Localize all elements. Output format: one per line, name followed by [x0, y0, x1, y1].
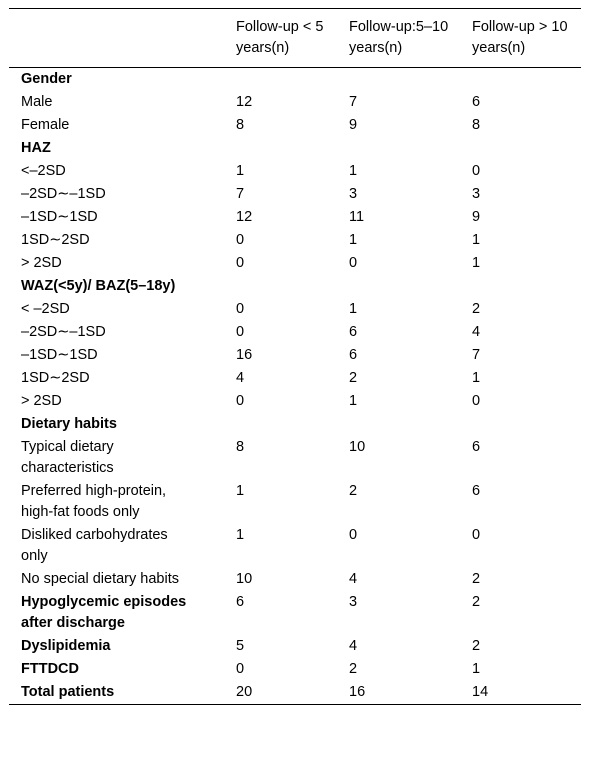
value-cell: 3 — [349, 594, 358, 610]
value-cell: 6 — [236, 594, 245, 610]
table-row — [9, 252, 581, 275]
value-cell: 5 — [236, 638, 245, 654]
value-cell — [460, 68, 581, 92]
section-label: Gender — [21, 71, 72, 87]
value-cell: 0 — [349, 255, 358, 271]
row-label: –1SD∼1SD — [21, 209, 98, 225]
value-cell: 1 — [349, 163, 358, 179]
section-label: WAZ(<5y)/ BAZ(5–18y) — [21, 278, 176, 294]
value-cell: 1 — [349, 301, 358, 317]
table-row — [9, 367, 581, 390]
value-cell: 6 — [349, 324, 358, 340]
value-cell — [224, 137, 337, 160]
header-cell-followup-over-10: Follow-up > 10 years(n) — [472, 19, 568, 56]
value-cell: 12 — [236, 209, 253, 225]
row-label: <–2SD — [21, 163, 66, 179]
row-label: > 2SD — [21, 393, 62, 409]
header-cell-followup-5-10: Follow-up:5–10 years(n) — [349, 19, 449, 56]
table-body — [9, 68, 581, 705]
value-cell: 0 — [349, 527, 358, 543]
table-row — [9, 681, 581, 705]
value-cell: 1 — [472, 370, 481, 386]
row-label: Hypoglycemic episodes after discharge — [21, 594, 187, 631]
value-cell — [337, 68, 460, 92]
value-cell: 1 — [349, 393, 358, 409]
table-row — [9, 183, 581, 206]
table-row — [9, 436, 581, 480]
table-header — [9, 9, 581, 68]
value-cell: 10 — [349, 439, 366, 455]
value-cell — [224, 413, 337, 436]
row-label: –2SD∼–1SD — [21, 324, 106, 340]
row-label: Disliked carbohydrates only — [21, 527, 168, 564]
value-cell: 10 — [236, 571, 253, 587]
value-cell: 1 — [349, 232, 358, 248]
row-label: Male — [21, 94, 53, 110]
value-cell: 0 — [236, 661, 245, 677]
value-cell — [337, 413, 460, 436]
row-label: 1SD∼2SD — [21, 370, 90, 386]
value-cell — [460, 275, 581, 298]
section-label: HAZ — [21, 140, 51, 156]
section-row — [9, 413, 581, 436]
value-cell: 8 — [236, 439, 245, 455]
value-cell: 1 — [236, 483, 245, 499]
value-cell: 7 — [236, 186, 245, 202]
section-row — [9, 137, 581, 160]
value-cell: 0 — [236, 255, 245, 271]
data-table — [9, 8, 581, 705]
table-row — [9, 591, 581, 635]
value-cell — [224, 68, 337, 92]
section-row — [9, 68, 581, 92]
row-label: Total patients — [21, 684, 115, 700]
table-row — [9, 524, 581, 568]
header-row — [9, 9, 581, 68]
value-cell: 7 — [349, 94, 358, 110]
value-cell: 20 — [236, 684, 253, 700]
value-cell: 16 — [236, 347, 253, 363]
value-cell: 4 — [349, 638, 358, 654]
value-cell: 4 — [472, 324, 481, 340]
value-cell: 2 — [349, 370, 358, 386]
row-label: –1SD∼1SD — [21, 347, 98, 363]
row-label: FTTDCD — [21, 661, 79, 677]
row-label: –2SD∼–1SD — [21, 186, 106, 202]
value-cell: 12 — [236, 94, 253, 110]
table-row — [9, 390, 581, 413]
value-cell — [460, 413, 581, 436]
row-label: Preferred high-protein, high-fat foods only — [21, 483, 167, 520]
table-row — [9, 298, 581, 321]
value-cell: 6 — [472, 439, 481, 455]
value-cell — [224, 275, 337, 298]
table-row — [9, 229, 581, 252]
value-cell: 0 — [236, 393, 245, 409]
row-label: No special dietary habits — [21, 571, 179, 587]
value-cell — [460, 137, 581, 160]
value-cell: 1 — [472, 661, 481, 677]
value-cell: 3 — [472, 186, 481, 202]
value-cell: 1 — [472, 232, 481, 248]
value-cell: 4 — [349, 571, 358, 587]
table-row — [9, 160, 581, 183]
value-cell: 1 — [472, 255, 481, 271]
value-cell: 6 — [349, 347, 358, 363]
value-cell: 1 — [236, 527, 245, 543]
row-label: 1SD∼2SD — [21, 232, 90, 248]
table-row — [9, 321, 581, 344]
row-label: Female — [21, 117, 70, 133]
value-cell: 8 — [472, 117, 481, 133]
header-cell-followup-under-5: Follow-up < 5 years(n) — [236, 19, 324, 56]
value-cell: 4 — [236, 370, 245, 386]
header-cell-label — [9, 9, 224, 68]
value-cell — [337, 137, 460, 160]
value-cell: 0 — [236, 301, 245, 317]
value-cell: 2 — [472, 301, 481, 317]
section-label: Dietary habits — [21, 416, 117, 432]
value-cell: 0 — [472, 527, 481, 543]
value-cell: 7 — [472, 347, 481, 363]
value-cell: 1 — [236, 163, 245, 179]
value-cell — [337, 275, 460, 298]
value-cell: 2 — [349, 483, 358, 499]
value-cell: 2 — [472, 571, 481, 587]
value-cell: 0 — [236, 324, 245, 340]
value-cell: 6 — [472, 94, 481, 110]
value-cell: 11 — [349, 209, 365, 225]
row-label: < –2SD — [21, 301, 70, 317]
row-label: Dyslipidemia — [21, 638, 111, 654]
value-cell: 14 — [472, 684, 489, 700]
row-label: > 2SD — [21, 255, 62, 271]
table-row — [9, 91, 581, 114]
value-cell: 6 — [472, 483, 481, 499]
value-cell: 2 — [472, 594, 481, 610]
value-cell: 0 — [236, 232, 245, 248]
value-cell: 8 — [236, 117, 245, 133]
value-cell: 0 — [472, 163, 481, 179]
table-row — [9, 658, 581, 681]
table-row — [9, 568, 581, 591]
value-cell: 2 — [472, 638, 481, 654]
table-row — [9, 114, 581, 137]
table-row — [9, 480, 581, 524]
section-row — [9, 275, 581, 298]
value-cell: 9 — [472, 209, 481, 225]
value-cell: 2 — [349, 661, 358, 677]
value-cell: 0 — [472, 393, 481, 409]
value-cell: 16 — [349, 684, 366, 700]
table-row — [9, 635, 581, 658]
table-row — [9, 206, 581, 229]
value-cell: 3 — [349, 186, 358, 202]
table-row — [9, 344, 581, 367]
row-label: Typical dietary characteristics — [21, 439, 114, 476]
value-cell: 9 — [349, 117, 358, 133]
